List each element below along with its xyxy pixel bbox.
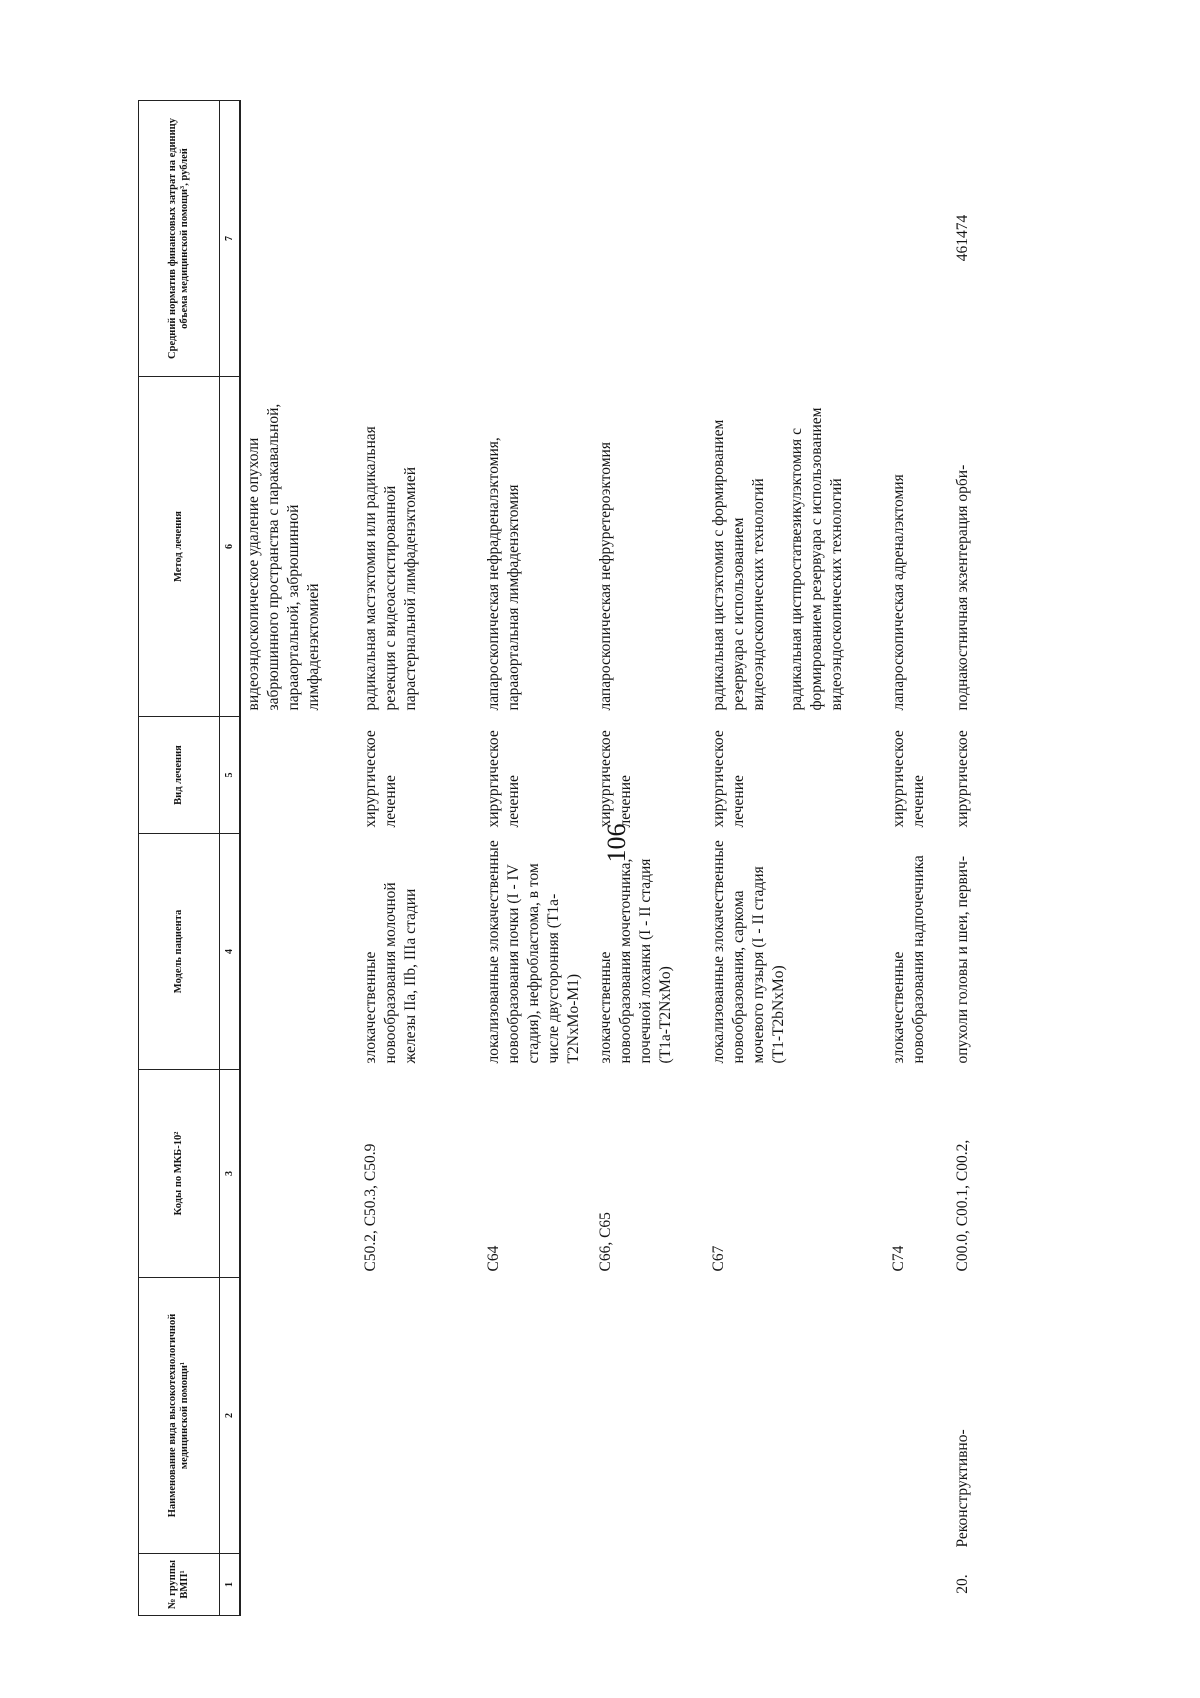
table-row xyxy=(699,101,887,1616)
care-type-name-cell xyxy=(887,1278,949,1554)
vmp-table xyxy=(138,100,993,1616)
treatment-method-cell xyxy=(584,377,699,717)
header-icd-codes: Коды по МКБ-10² xyxy=(139,1070,220,1278)
treatment-method-text: видеоэндоскопическое удаление опухоли забрюшинного пространства с паракавальной, парааортальной, забрюшинной лимфаденэктомией xyxy=(245,403,322,711)
table-header-row xyxy=(139,101,220,1616)
average-cost-cell xyxy=(472,101,584,377)
group-number-cell xyxy=(472,1554,584,1616)
care-type-name-cell xyxy=(351,1278,472,1554)
icd-codes-cell: C66, C65 xyxy=(597,1212,614,1272)
header-care-type-name: Наименование вида высокотехнологичной медицинской помощи¹ xyxy=(139,1278,220,1554)
treatment-method-text: поднакостничная экзентерация орби- xyxy=(954,464,971,711)
treatment-type-cell xyxy=(240,717,351,834)
group-number-cell xyxy=(887,1554,949,1616)
table-row xyxy=(351,101,472,1616)
average-cost-cell xyxy=(699,101,887,377)
care-type-name-cell xyxy=(699,1278,887,1554)
group-number-cell xyxy=(351,1554,472,1616)
treatment-method-cell xyxy=(472,377,584,717)
patient-model-cell: локализованные злокачественные новообразования почки (I - IV стадия), нефробластома, в том числе двусторонняя (T1a-T2NxMo-M1) xyxy=(485,840,582,1064)
average-cost-cell: 461474 xyxy=(954,214,971,262)
treatment-type-cell: хирургическое лечение xyxy=(362,730,399,828)
column-number: 4 xyxy=(220,834,241,1070)
care-type-name-cell xyxy=(240,1278,351,1554)
icd-codes-cell: C74 xyxy=(890,1245,907,1272)
treatment-method-cell xyxy=(949,377,993,717)
table-row xyxy=(887,101,949,1616)
treatment-type-cell: хирургическое лечение xyxy=(485,730,522,828)
column-number-row xyxy=(220,101,241,1616)
column-number: 1 xyxy=(220,1554,241,1616)
table-row xyxy=(472,101,584,1616)
header-group-number: № группы ВМП¹ xyxy=(139,1554,220,1616)
table-row xyxy=(584,101,699,1616)
treatment-method-cell xyxy=(699,377,887,717)
icd-codes-cell: C67 xyxy=(710,1245,727,1272)
treatment-method-cell xyxy=(351,377,472,717)
header-treatment-type: Вид лечения xyxy=(139,717,220,834)
patient-model-cell: локализованные злокачественные новообразования, саркома мочевого пузыря (I - II стадия (T1-T2bNxMo) xyxy=(710,840,787,1064)
treatment-type-cell: хирургическое лечение xyxy=(710,730,747,828)
patient-model-cell: злокачественные новообразования надпочечника xyxy=(890,855,927,1064)
treatment-method-alternative: радикальная цистпростатвезикулэктомия с формированием резервуара с использованием видеоэндоскопических технологий xyxy=(788,407,845,711)
table-row xyxy=(240,101,351,1616)
icd-codes-cell: C50.2, C50.3, C50.9 xyxy=(362,1143,379,1272)
column-number: 5 xyxy=(220,717,241,834)
treatment-method-cell xyxy=(887,377,949,717)
treatment-method-text: лапароскопическая адреналэктомия xyxy=(890,474,907,711)
column-number: 2 xyxy=(220,1278,241,1554)
care-type-name-cell xyxy=(472,1278,584,1554)
header-patient-model: Модель пациента xyxy=(139,834,220,1070)
icd-codes-cell: C64 xyxy=(485,1245,502,1272)
average-cost-cell xyxy=(240,101,351,377)
average-cost-cell xyxy=(887,101,949,377)
table-row xyxy=(949,101,993,1616)
average-cost-cell xyxy=(351,101,472,377)
page-number: 106 xyxy=(602,823,631,863)
patient-model-cell: опухоли головы и шеи, первич- xyxy=(954,855,971,1064)
treatment-method-text: радикальная цистэктомия с формированием резервуара с использованием видеоэндоскопических технологий xyxy=(710,419,767,711)
icd-codes-cell: C00.0, C00.1, C00.2, xyxy=(954,1139,971,1272)
average-cost-cell xyxy=(584,101,699,377)
care-type-name-cell: Реконструктивно- xyxy=(954,1429,971,1548)
header-treatment-method: Метод лечения xyxy=(139,377,220,717)
column-number: 3 xyxy=(220,1070,241,1278)
group-number-cell xyxy=(240,1554,351,1616)
treatment-method-text: радикальная мастэктомия или радикальная резекция с видеоассистированной парастернальной лимфаденэктомией xyxy=(362,426,419,711)
patient-model-cell xyxy=(240,834,351,1070)
treatment-method-text: лапароскопическая нефрадреналэктомия, парааортальная лимфаденэктомия xyxy=(485,437,522,711)
treatment-method-text: лапароскопическая нефруретероэктомия xyxy=(597,442,614,711)
group-number-cell xyxy=(699,1554,887,1616)
group-number-cell: 20. xyxy=(954,1574,971,1594)
patient-model-cell: злокачественные новообразования молочной железы IIa, IIb, IIIa стадии xyxy=(362,882,419,1064)
treatment-method-cell xyxy=(240,377,351,717)
treatment-type-cell: хирургическое xyxy=(954,730,971,828)
header-average-cost: Средний норматив финансовых затрат на единицу объема медицинской помощи³, рублей xyxy=(139,101,220,377)
treatment-type-cell: хирургическое лечение xyxy=(890,730,927,828)
icd-codes-cell xyxy=(240,1070,351,1278)
care-type-name-cell xyxy=(584,1278,699,1554)
patient-model-cell: злокачественные новообразования мочеточника, почечной лоханки (I - II стадия (T1a-T2NxMo) xyxy=(597,858,674,1064)
column-number: 6 xyxy=(220,377,241,717)
treatment-type-cell: хирургическое лечение xyxy=(597,730,634,828)
column-number: 7 xyxy=(220,101,241,377)
group-number-cell xyxy=(584,1554,699,1616)
